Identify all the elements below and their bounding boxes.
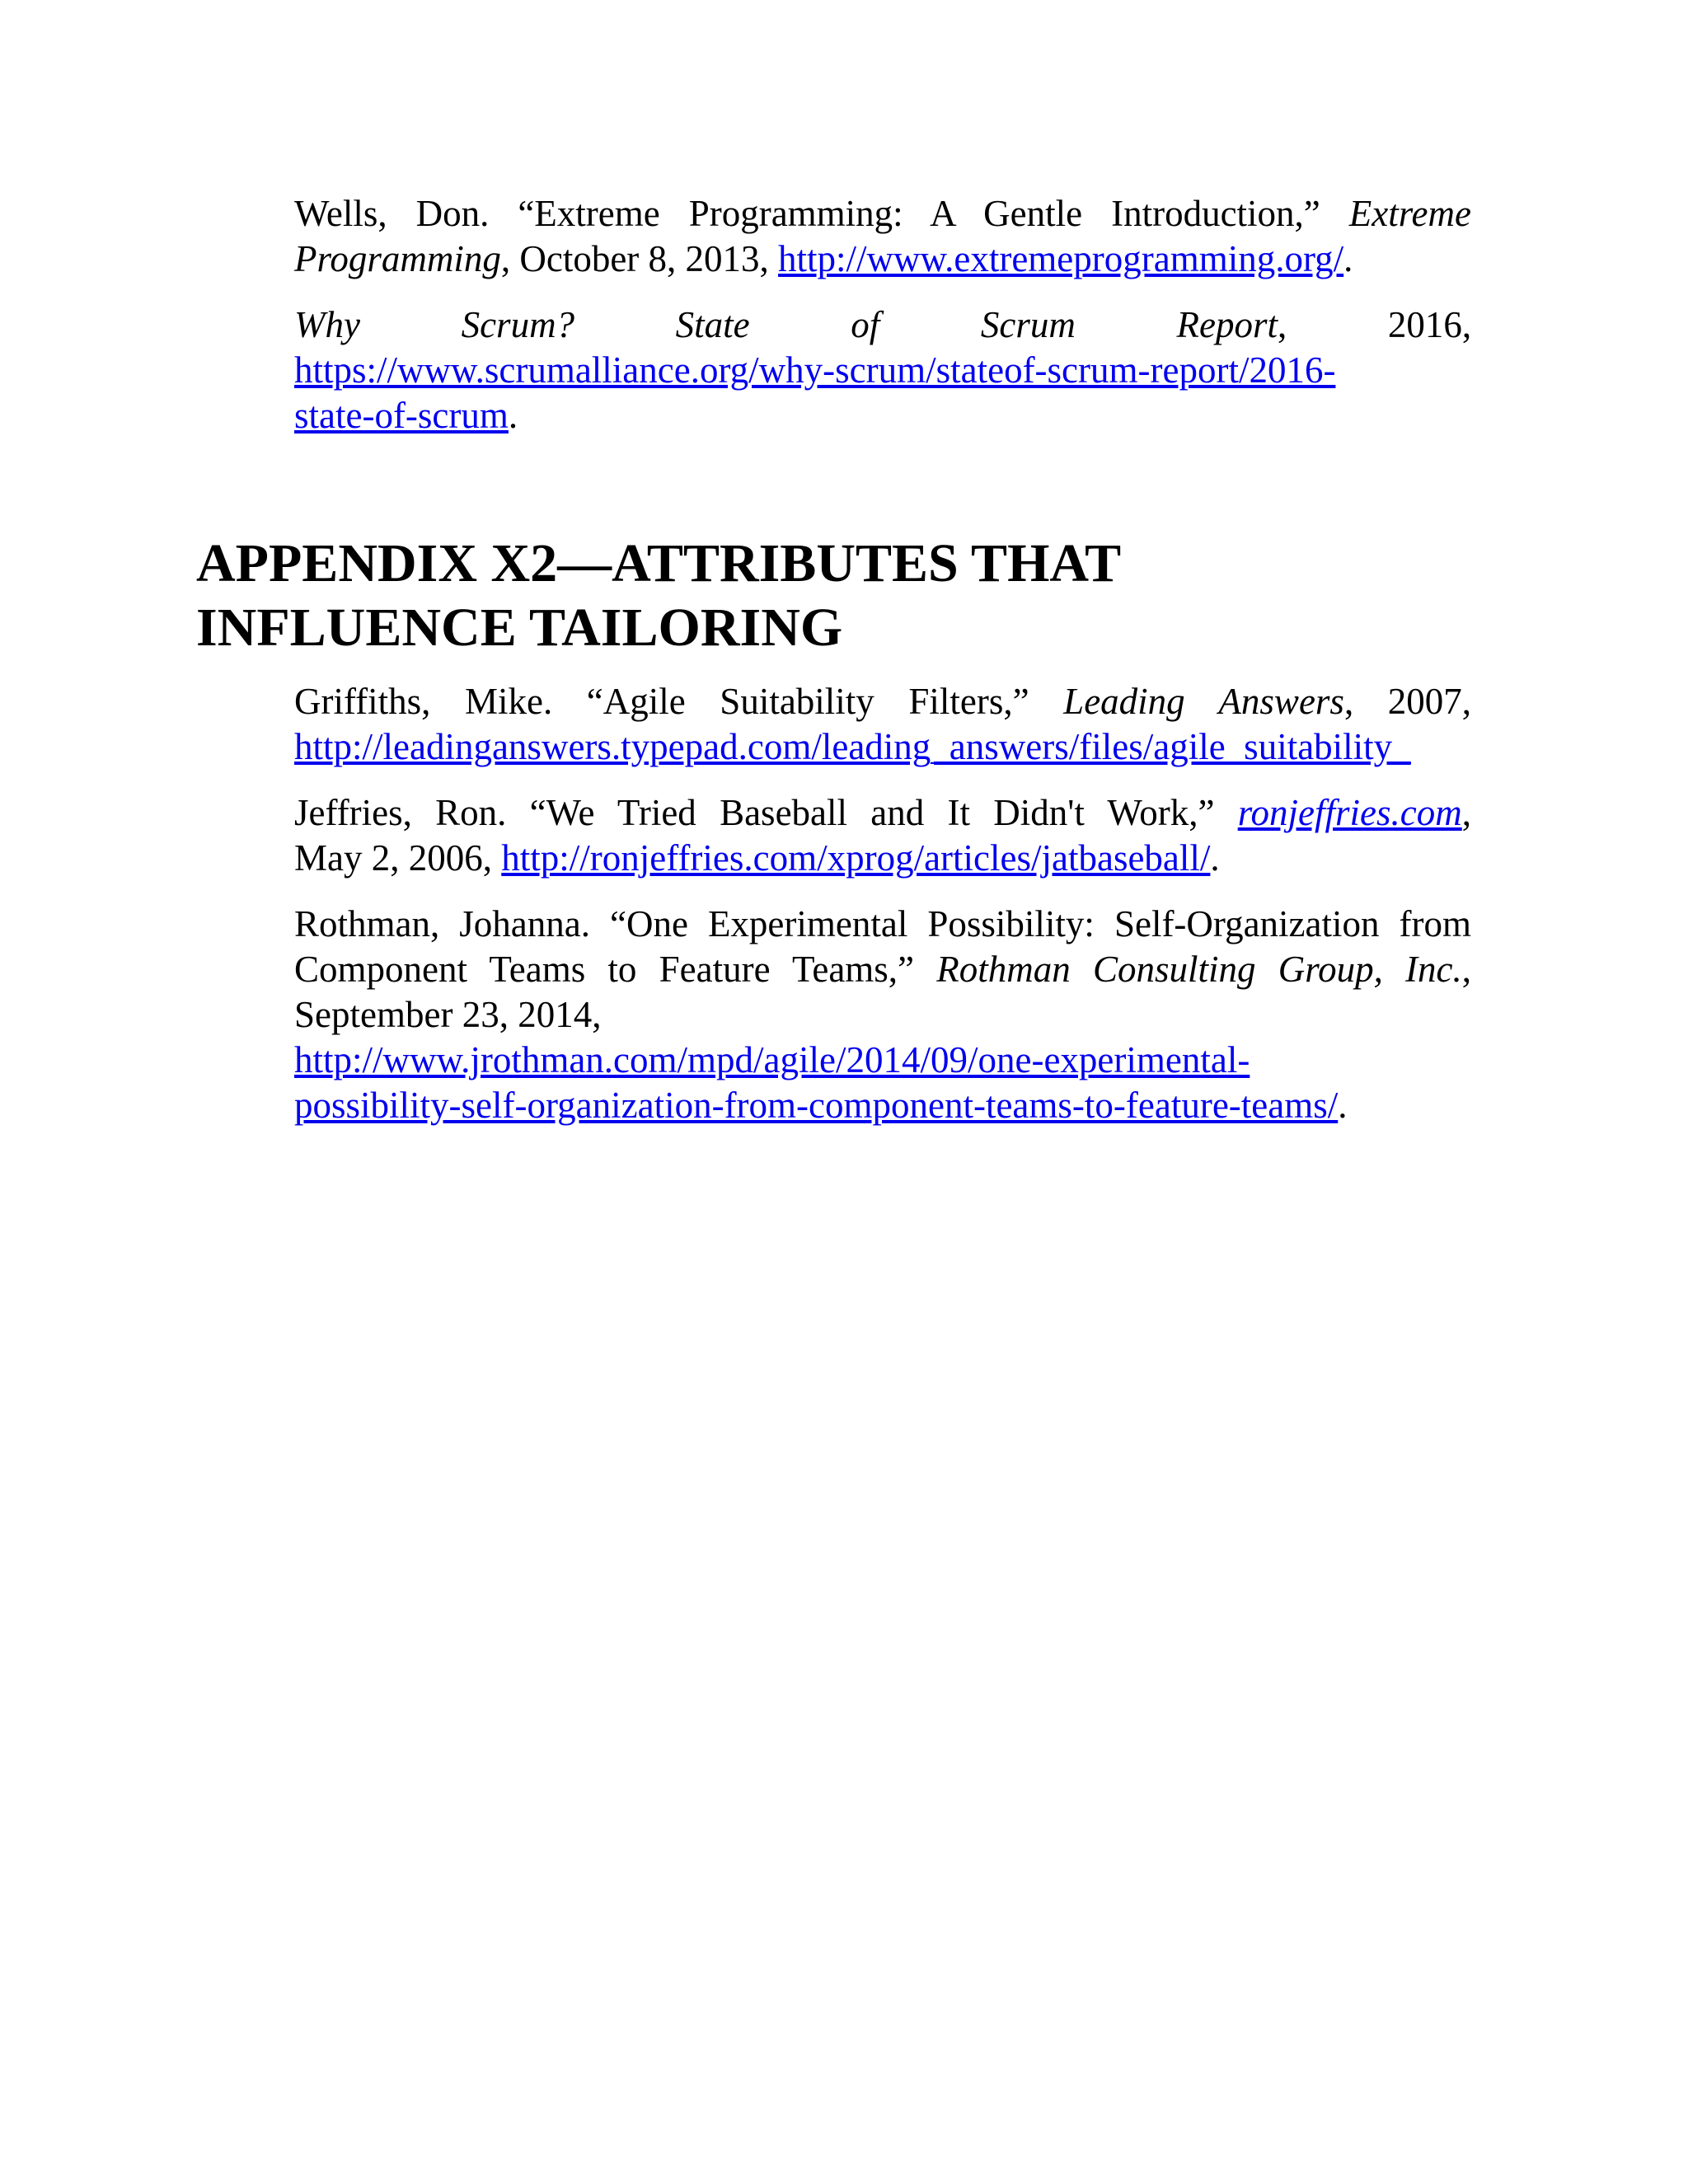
reference-url-link[interactable]: http://www.extremeprogramming.org/ [778,238,1344,279]
reference-author-title: Jeffries, Ron. “We Tried Baseball and It Didn't Work,” [294,792,1238,833]
reference-title-word: Report [1176,304,1278,345]
reference-url-link[interactable]: http://ronjeffries.com/xprog/articles/jatbaseball/ [501,837,1211,879]
reference-url-link-continued[interactable]: possibility-self-organization-from-component-teams-to-feature-teams/ [294,1085,1339,1126]
reference-year: 2016, [1387,304,1472,345]
reference-date-word: September [294,994,453,1035]
reference-author-title: Rothman, Johanna. “One Experimental Possibility: Self-Organization from Component Teams to Feature Teams,” [294,903,1471,990]
reference-author-title: Wells, Don. “Extreme Programming: A Gentle Introduction,” [294,193,1349,234]
reference-title-word: Scrum? [461,304,575,345]
reference-url-link[interactable]: http://leadinganswers.typepad.com/leading_answers/files/agile_suitability_ [294,726,1411,767]
reference-url-link-continued[interactable]: state-of-scrum [294,395,509,436]
reference-title-line [294,679,1471,724]
reference-end: . [1343,238,1353,279]
reference-entry-wells [294,191,1471,282]
reference-entry-why-scrum [294,302,1471,438]
reference-sep: , [1461,792,1471,833]
reference-entry-jeffries [294,790,1471,881]
reference-source-link[interactable] [1238,792,1462,833]
section-heading-line1: APPENDIX X2—ATTRIBUTES THAT [196,533,1122,593]
reference-entry-griffiths [294,679,1471,770]
reference-date-word: 23, [462,994,509,1035]
reference-date: , 2007, [1343,681,1472,722]
reference-list-bottom [294,679,1471,1149]
reference-date-sep: , [1461,949,1472,990]
reference-end: . [1338,1085,1348,1126]
reference-title-word: of [851,304,880,345]
reference-date: , October 8, 2013, [500,238,779,279]
reference-date: May 2, 2006, [294,837,502,879]
reference-entry-rothman [294,902,1471,1128]
reference-source: ronjeffries.com [1237,792,1462,833]
reference-date-word: 2014, [518,994,602,1035]
reference-title-sep: , [1277,304,1287,345]
reference-title-line [294,790,1471,836]
reference-url-link[interactable]: https://www.scrumalliance.org/why-scrum/stateof-scrum-report/2016- [294,349,1336,391]
section-heading-line2: INFLUENCE TAILORING [196,598,843,658]
reference-source: Rothman Consulting Group, Inc. [936,949,1462,990]
reference-url-link[interactable]: http://www.jrothman.com/mpd/agile/2014/09/one-experimental- [294,1039,1250,1080]
reference-title-line [294,302,1471,348]
reference-title-word: Why [294,304,360,345]
reference-source: Leading Answers [1063,681,1344,722]
reference-list-top [294,191,1471,459]
reference-title-word: State [675,304,750,345]
reference-end: . [508,395,518,436]
reference-title-word: Scrum [980,304,1076,345]
section-heading [196,532,1350,660]
reference-end: . [1210,837,1220,879]
reference-author-title: Griffiths, Mike. “Agile Suitability Filters,” [294,681,1064,722]
reference-source: Extreme Programming [294,193,1471,279]
